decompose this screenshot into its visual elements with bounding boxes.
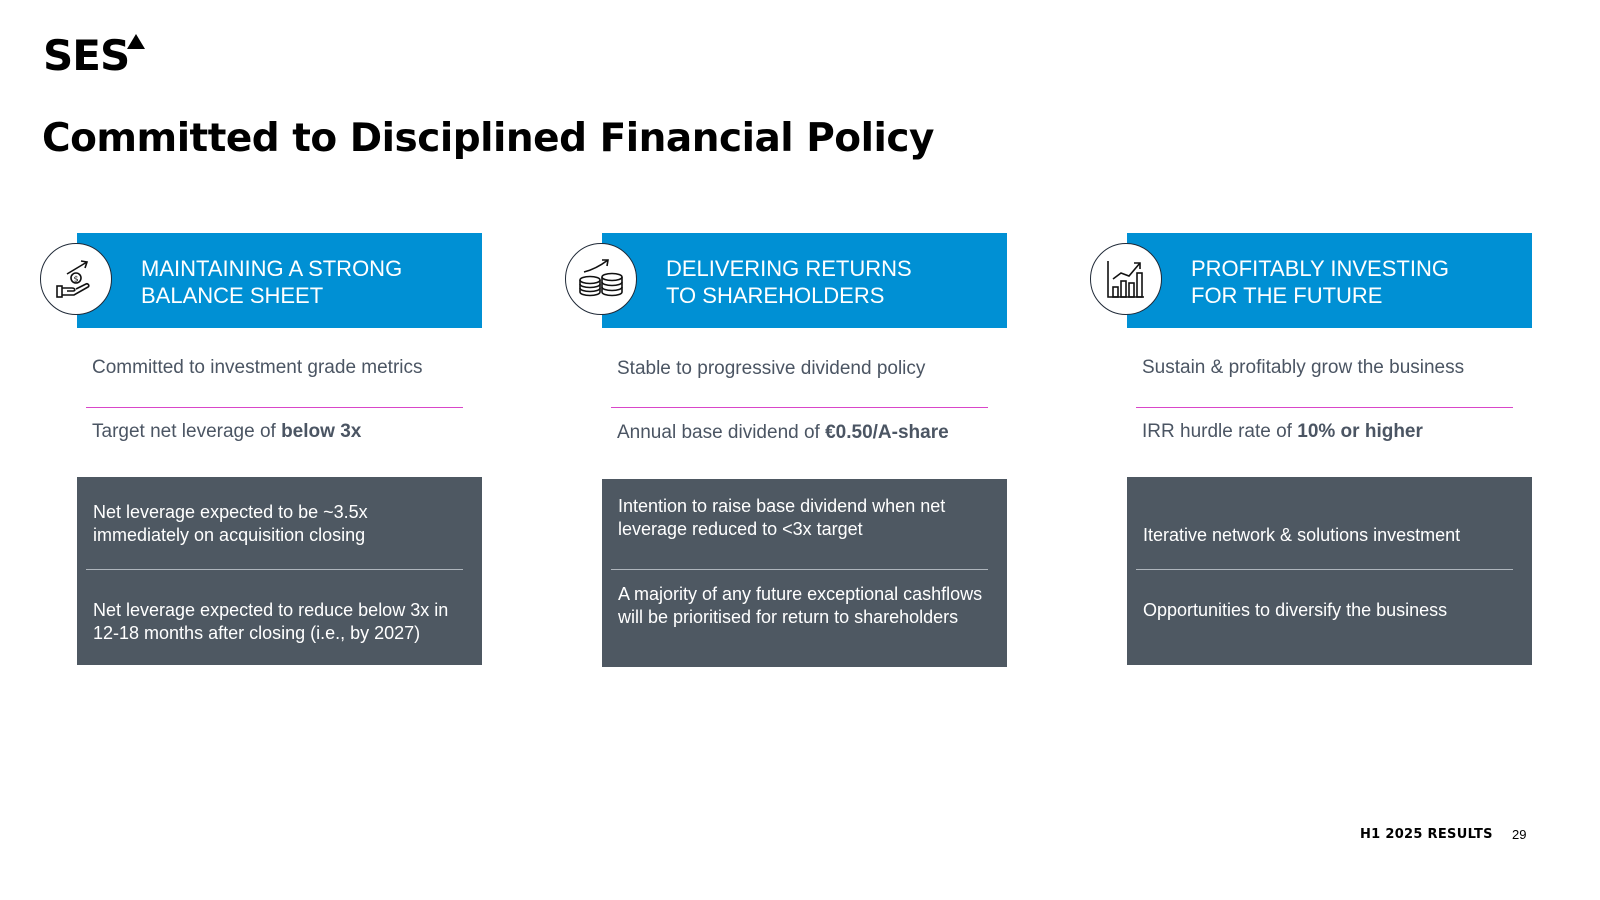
pillar-heading-line2: TO SHAREHOLDERS: [666, 283, 885, 308]
logo-text: SES: [43, 31, 130, 80]
detail-divider: [1136, 569, 1513, 570]
hand-dollar-growth-icon: [40, 243, 112, 315]
statement-2-highlight: €0.50/A-share: [825, 422, 949, 443]
pillar-detail-box: [1127, 477, 1532, 665]
pillar-heading-line2: BALANCE SHEET: [141, 283, 324, 308]
pillar-heading: [1191, 255, 1521, 309]
pillar-statement-2: [92, 421, 472, 443]
detail-item-2: Net leverage expected to reduce below 3x in 12-18 months after closing (i.e., by 2027): [93, 600, 449, 643]
detail-divider: [611, 569, 988, 570]
statement-2-highlight: below 3x: [281, 421, 362, 442]
pillar-heading-line1: PROFITABLY INVESTING: [1191, 256, 1449, 281]
logo-triangle-icon: [127, 34, 145, 49]
pillar-statement-1: Stable to progressive dividend policy: [617, 358, 926, 379]
pillar-statement-1: Sustain & profitably grow the business: [1142, 357, 1465, 378]
pillar-shareholder-returns: [565, 233, 1005, 683]
pillar-statement-1: Committed to investment grade metrics: [92, 357, 423, 378]
detail-item-2: Opportunities to diversify the business: [1143, 600, 1448, 620]
detail-item-1: Intention to raise base dividend when net leverage reduced to <3x target: [618, 496, 946, 539]
statement-2-prefix: IRR hurdle rate of: [1142, 421, 1298, 442]
pillar-divider: [86, 407, 463, 408]
detail-item-1: Iterative network & solutions investment: [1143, 525, 1461, 545]
pillar-investing-future: [1090, 233, 1530, 683]
statement-2-highlight: 10% or higher: [1297, 421, 1423, 442]
detail-item-1: Net leverage expected to be ~3.5x immediately on acquisition closing: [93, 502, 368, 545]
pillar-header: [1127, 233, 1532, 328]
pillar-heading-line1: MAINTAINING A STRONG: [141, 256, 403, 281]
coin-stacks-growth-icon: [565, 243, 637, 315]
page-title: Committed to Disciplined Financial Policy: [42, 116, 934, 161]
pillar-divider: [611, 407, 988, 408]
statement-2-prefix: Target net leverage of: [92, 421, 282, 442]
detail-divider: [86, 569, 463, 570]
pillar-divider: [1136, 407, 1513, 408]
pillar-detail-box: [602, 479, 1007, 667]
pillar-header: [602, 233, 1007, 328]
svg-text:$: $: [73, 274, 79, 284]
detail-item-2: A majority of any future exceptional cashflows will be prioritised for return to shareholders: [618, 584, 983, 627]
pillar-header: [77, 233, 482, 328]
pillar-statement-2: [617, 422, 997, 444]
pillar-balance-sheet: [40, 233, 480, 683]
pillar-heading-line1: DELIVERING RETURNS: [666, 256, 912, 281]
pillar-heading-line2: FOR THE FUTURE: [1191, 283, 1383, 308]
ses-logo: [43, 32, 129, 80]
pillar-heading: [666, 255, 996, 309]
pillar-detail-box: [77, 477, 482, 665]
footer-label: H1 2025 RESULTS: [1360, 827, 1493, 842]
bar-chart-growth-icon: [1090, 243, 1162, 315]
page-number: 29: [1512, 827, 1527, 842]
pillar-statement-2: [1142, 421, 1522, 443]
pillar-heading: [141, 255, 471, 309]
statement-2-prefix: Annual base dividend of: [617, 422, 826, 443]
